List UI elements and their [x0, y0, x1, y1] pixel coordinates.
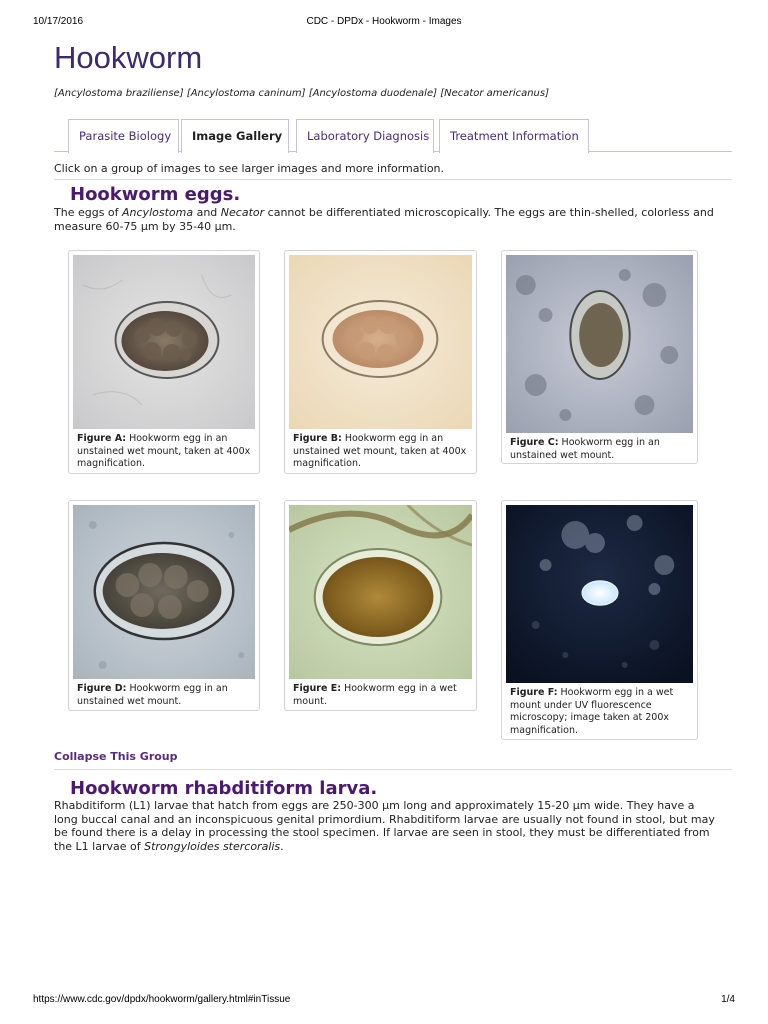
tab-parasite-biology[interactable]: Parasite Biology [68, 119, 179, 153]
figure-a-image[interactable] [73, 255, 255, 429]
figure-caption-text: Hookworm egg in an unstained wet mount, taken at 400x magnification. [293, 433, 467, 469]
larva-description [54, 799, 716, 853]
eggs-desc-text: cannot be differentiated microscopically. The eggs are thin-shelled, colorless and measure 60-75 µm by 35-40 µm. [54, 206, 714, 233]
print-footer [0, 994, 768, 1008]
figure-c-image[interactable] [506, 255, 693, 433]
egg-micrograph-e [289, 505, 472, 679]
print-date: 10/17/2016 [33, 16, 84, 27]
species-list: [Ancylostoma braziliense] [Ancylostoma caninum] [Ancylostoma duodenale] [Necator americanus] [54, 88, 550, 99]
egg-micrograph-c [506, 255, 693, 433]
gallery-instructions: Click on a group of images to see larger images and more information. [54, 162, 732, 180]
figure-c[interactable] [501, 250, 698, 464]
egg-micrograph-d [73, 505, 255, 679]
figure-c-caption [506, 433, 693, 464]
figure-caption-text: Hookworm egg in a wet mount. [293, 683, 457, 707]
figure-label: Figure B: [293, 433, 342, 444]
figure-label: Figure A: [77, 433, 127, 444]
egg-micrograph-f [506, 505, 693, 683]
eggs-desc-text: The eggs of [54, 206, 123, 219]
larva-desc-text: Rhabditiform (L1) larvae that hatch from eggs are 250-300 µm long and approximately 15-20 µm wide. They have a long buccal canal and an inconspicuous genital primordium. Rhabditiform larvae are usually not found in stool, but may be found there is a delay in processing the stool specimen. If larvae are seen in stool, they must be differentiated from the L1 larvae of [54, 799, 715, 853]
figure-caption-text: Hookworm egg in an unstained wet mount. [510, 437, 660, 461]
print-page-title: CDC - DPDx - Hookworm - Images [306, 16, 462, 27]
figure-label: Figure C: [510, 437, 559, 448]
print-header [0, 16, 768, 30]
collapse-group-link[interactable]: Collapse This Group [54, 750, 732, 770]
figure-e-caption [289, 679, 472, 710]
figure-label: Figure E: [293, 683, 342, 694]
figure-f-image[interactable] [506, 505, 693, 683]
figure-e-image[interactable] [289, 505, 472, 679]
figure-label: Figure F: [510, 687, 558, 698]
print-page-number: 1/4 [721, 994, 735, 1005]
section-heading-eggs: Hookworm eggs. [70, 184, 241, 205]
eggs-description [54, 206, 714, 233]
figure-caption-text: Hookworm egg in an unstained wet mount. [77, 683, 228, 707]
print-url: https://www.cdc.gov/dpdx/hookworm/gallery.html#inTissue [33, 994, 291, 1005]
tab-treatment-information[interactable]: Treatment Information [439, 119, 589, 153]
egg-micrograph-a [73, 255, 255, 429]
figure-b-image[interactable] [289, 255, 472, 429]
tab-image-gallery[interactable]: Image Gallery [181, 119, 289, 153]
figure-d-caption [73, 679, 255, 710]
genus-necator: Necator [220, 206, 265, 219]
figure-f[interactable] [501, 500, 698, 740]
eggs-desc-text: and [193, 206, 221, 219]
figure-d[interactable] [68, 500, 260, 711]
larva-desc-text: . [280, 839, 284, 853]
figure-b-caption [289, 429, 472, 473]
figure-d-image[interactable] [73, 505, 255, 679]
egg-micrograph-b [289, 255, 472, 429]
figure-b[interactable] [284, 250, 477, 474]
page-title: Hookworm [54, 40, 203, 75]
figure-label: Figure D: [77, 683, 127, 694]
tab-bar [54, 119, 732, 152]
figure-e[interactable] [284, 500, 477, 711]
section-heading-larva: Hookworm rhabditiform larva. [70, 778, 378, 799]
figure-a-caption [73, 429, 255, 473]
figure-caption-text: Hookworm egg in an unstained wet mount, taken at 400x magnification. [77, 433, 251, 469]
genus-ancylostoma: Ancylostoma [122, 206, 194, 219]
figure-caption-text: Hookworm egg in a wet mount under UV fluorescence microscopy; image taken at 200x magnification. [510, 687, 674, 736]
tab-laboratory-diagnosis[interactable]: Laboratory Diagnosis [296, 119, 434, 153]
figure-a[interactable] [68, 250, 260, 474]
figure-f-caption [506, 683, 693, 739]
species-strongyloides: Strongyloides stercoralis [144, 839, 281, 853]
